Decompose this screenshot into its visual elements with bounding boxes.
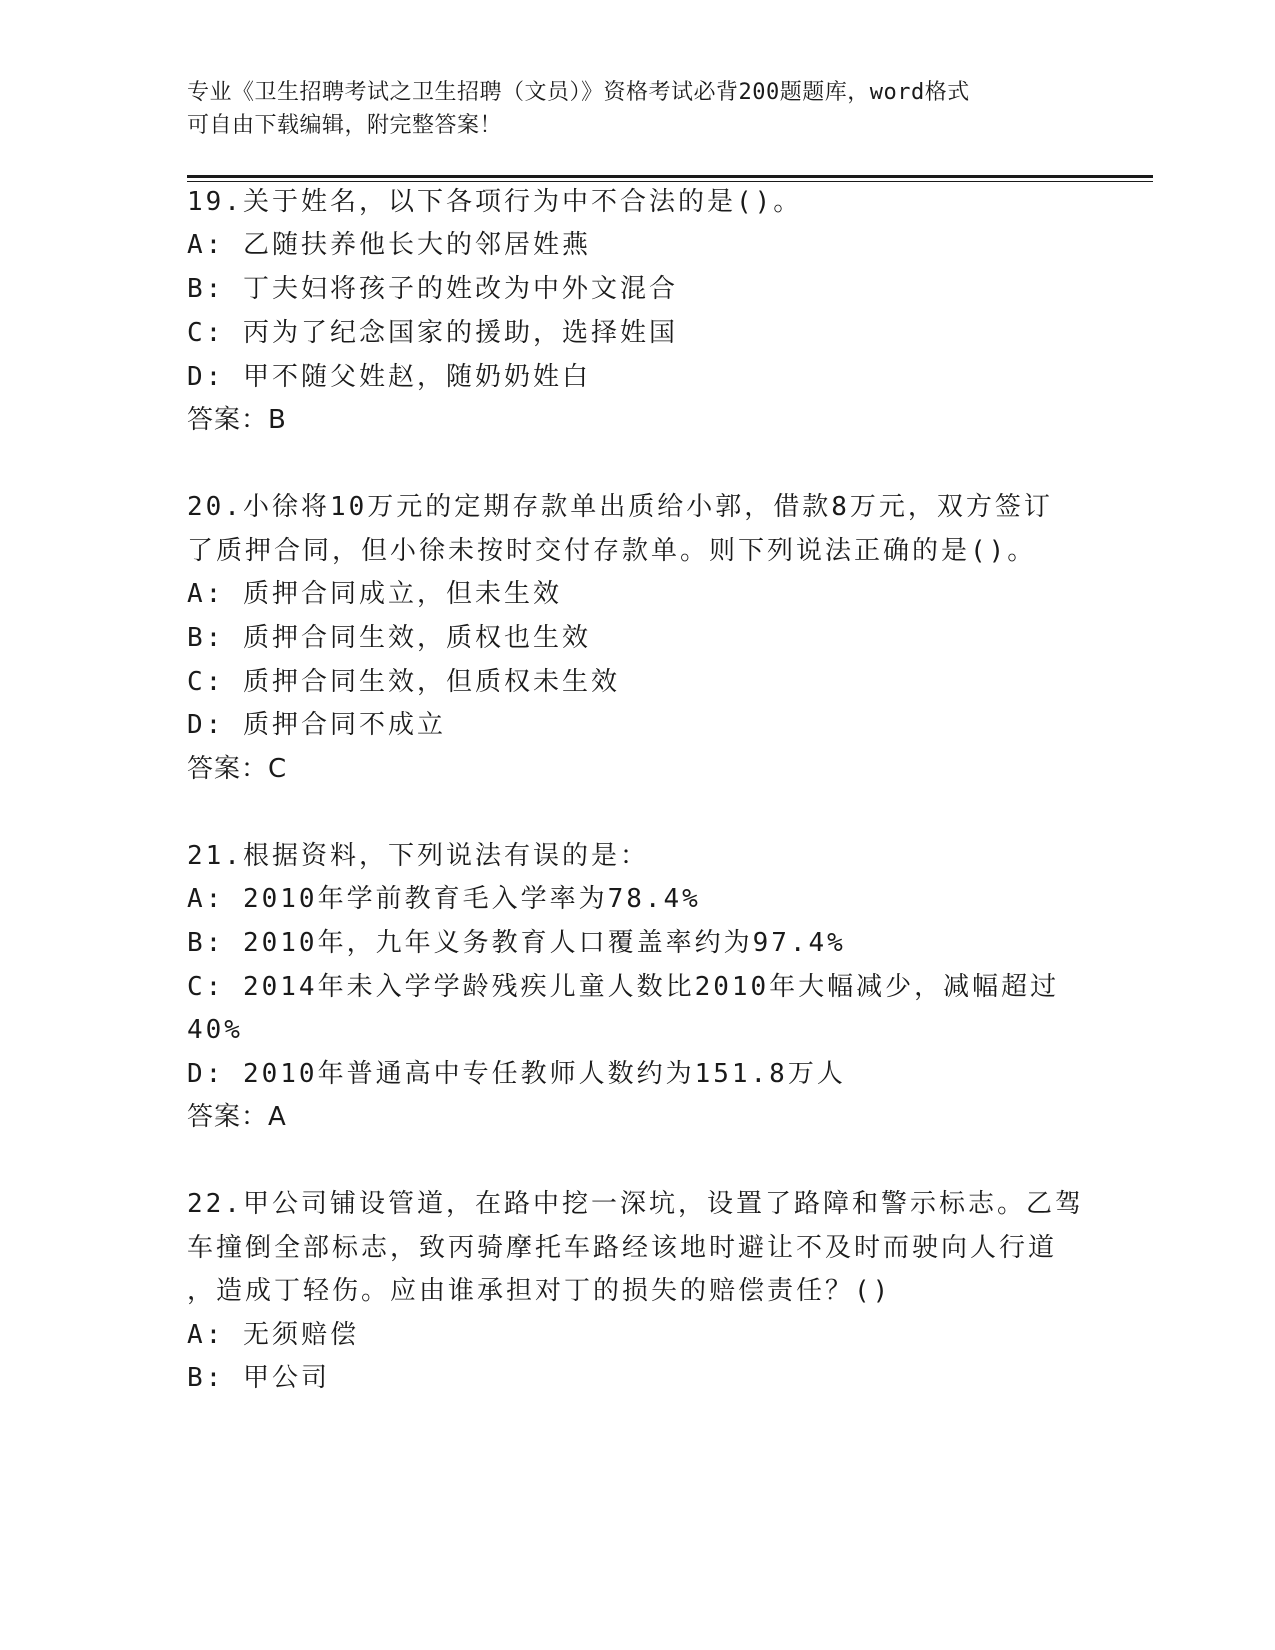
option-a: A: 乙随扶养他长大的邻居姓燕 [187, 230, 591, 260]
option-d: D: 2010年普通高中专任教师人数约为151.8万人 [187, 1059, 846, 1089]
header-divider-thick [187, 175, 1153, 178]
option-b: B: 质押合同生效，质权也生效 [187, 623, 591, 653]
question-stem: 22.甲公司铺设管道，在路中挖一深坑，设置了路障和警示标志。乙驾 [187, 1189, 1084, 1219]
option-b: B: 丁夫妇将孩子的姓改为中外文混合 [187, 274, 678, 304]
option-c-continued: 40% [187, 1015, 243, 1045]
option-a: A: 质押合同成立，但未生效 [187, 579, 562, 609]
option-b: B: 甲公司 [187, 1363, 330, 1393]
option-d: D: 质押合同不成立 [187, 710, 446, 740]
option-a: A: 无须赔偿 [187, 1320, 359, 1350]
answer-label: 答案：C [187, 754, 288, 784]
question-stem: 19.关于姓名，以下各项行为中不合法的是()。 [187, 187, 803, 217]
header-title-line-1: 专业《卫生招聘考试之卫生招聘（文员）》资格考试必背200题题库，word格式 [187, 80, 970, 105]
question-stem: 车撞倒全部标志，致丙骑摩托车路经该地时避让不及时而驶向人行道 [187, 1233, 1058, 1263]
question-stem: 20.小徐将10万元的定期存款单出质给小郭，借款8万元，双方签订 [187, 492, 1053, 522]
question-stem: 21.根据资料，下列说法有误的是： [187, 841, 649, 871]
question-stem: 了质押合同，但小徐未按时交付存款单。则下列说法正确的是()。 [187, 536, 1037, 566]
header-divider-thin [187, 181, 1153, 182]
question-stem: ，造成丁轻伤。应由谁承担对丁的损失的赔偿责任？() [187, 1276, 892, 1306]
answer-label: 答案：B [187, 405, 287, 435]
option-a: A: 2010年学前教育毛入学率为78.4% [187, 884, 701, 914]
document-header [187, 76, 1087, 142]
header-title-line-2: 可自由下载编辑，附完整答案！ [187, 113, 503, 138]
option-d: D: 甲不随父姓赵，随奶奶姓白 [187, 362, 591, 392]
option-c: C: 2014年未入学学龄残疾儿童人数比2010年大幅减少，减幅超过 [187, 972, 1060, 1002]
option-c: C: 丙为了纪念国家的援助，选择姓国 [187, 318, 678, 348]
option-c: C: 质押合同生效，但质权未生效 [187, 667, 620, 697]
option-b: B: 2010年，九年义务教育人口覆盖率约为97.4% [187, 928, 846, 958]
answer-label: 答案：A [187, 1102, 287, 1132]
